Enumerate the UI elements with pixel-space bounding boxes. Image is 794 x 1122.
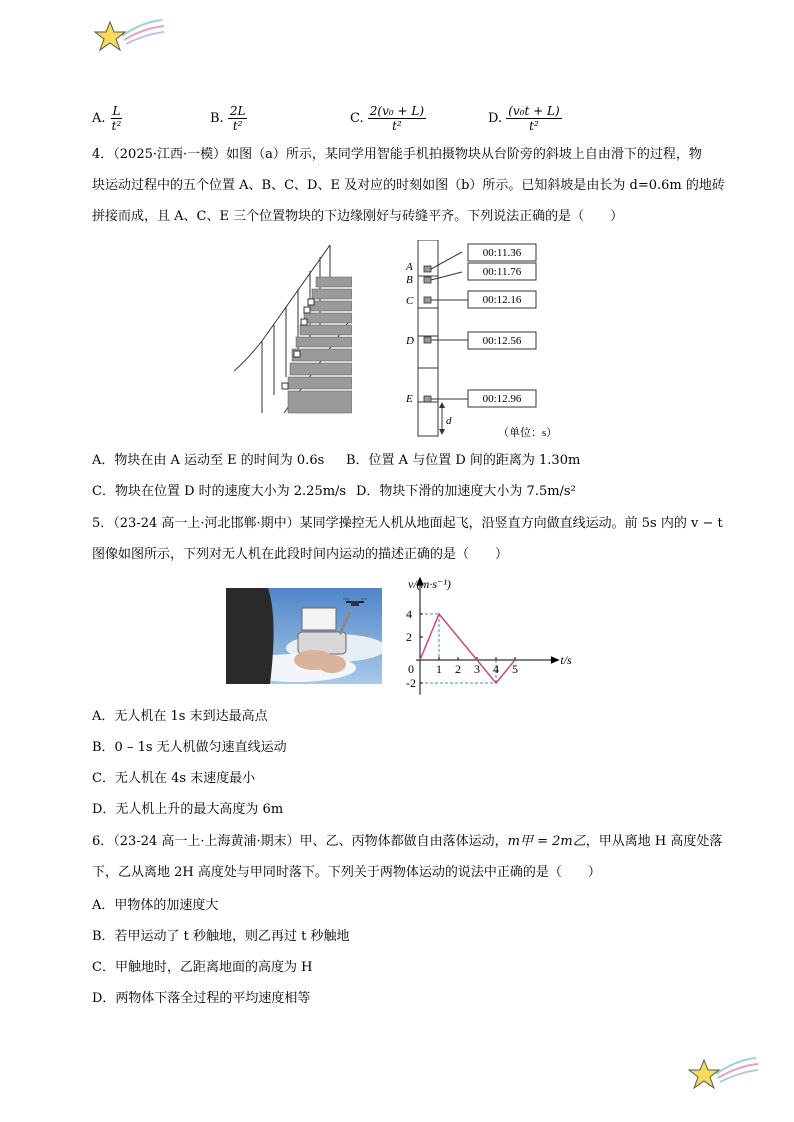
time-label-d: 00:12.56 (482, 335, 522, 347)
vt-x-tick-label: 5 (512, 662, 518, 676)
q5-option-c[interactable]: C．无人机在 4s 末速度最小 (92, 771, 256, 786)
vt-x-tick-label: 2 (455, 662, 461, 676)
vt-x-tick-label: 3 (474, 662, 480, 676)
vt-axes (416, 578, 558, 695)
position-label-c: C (406, 295, 414, 307)
position-label-a: A (406, 261, 413, 273)
q3-option-b[interactable]: B. $\frac{2L}{\text{t²}}$ (210, 104, 246, 133)
q4-stem-line1: 4．（2025·江西·一模）如图（a）所示，某同学用智能手机拍摄物块从台阶旁的斜坡上自由滑下的过程，物 (92, 147, 702, 162)
q4-option-a[interactable]: A．物块在由 A 运动至 E 的时间为 0.6s (92, 453, 325, 468)
time-label-c: 00:12.16 (482, 294, 522, 306)
q5-stem-line2: 图像如图所示，下列对无人机在此段时间内运动的描述正确的是（ ） (92, 547, 509, 562)
unit-label: （单位：s） (498, 427, 558, 439)
q6-option-a[interactable]: A．甲物体的加速度大 (92, 898, 219, 913)
q4-stem-line2: 块运动过程中的五个位置 A、B、C、D、E 及对应的时刻如图（b）所示。已知斜坡是由长为 d=0.6m 的地砖 (92, 178, 725, 193)
position-label-e: E (406, 393, 413, 405)
q6-option-b[interactable]: B．若甲运动了 t 秒触地，则乙再过 t 秒触地 (92, 929, 350, 944)
q3-option-c[interactable]: C. $\frac{\text{2(v₀ + L)}}{\text{t²}}$ (350, 104, 425, 133)
q6-option-c[interactable]: C．甲触地时，乙距离地面的高度为 H (92, 960, 313, 975)
mass-relation: m甲 = 2m乙 (507, 834, 586, 849)
q4-option-d[interactable]: D．物块下滑的加速度大小为 7.5m/s² (356, 484, 576, 499)
q4-option-c[interactable]: C．物块在位置 D 时的速度大小为 2.25m/s (92, 484, 347, 499)
position-label-b: B (406, 274, 413, 286)
star-decoration-top-icon (92, 14, 166, 58)
q3-option-d[interactable]: D. $\frac{\text{(v₀t + L)}}{\text{t²}}$ (488, 104, 560, 133)
q5-option-d[interactable]: D．无人机上升的最大高度为 6m (92, 802, 284, 817)
q3-option-a[interactable]: A. $\frac{L}{\text{t²}}$ (92, 104, 122, 133)
position-label-d: D (406, 335, 414, 347)
q6-stem-line2: 下，乙从离地 2H 高度处与甲同时落下。下列关于两物体运动的说法中正确的是（ ） (92, 865, 601, 880)
vt-x-axis-label: t/s (560, 653, 572, 667)
drone-photo (226, 588, 382, 684)
q4-option-b[interactable]: B．位置 A 与位置 D 间的距离为 1.30m (346, 453, 581, 468)
star-decoration-bottom-icon (686, 1052, 760, 1096)
vt-y-tick-label: 4 (406, 607, 412, 621)
vt-y-tick-label: 2 (406, 630, 412, 644)
vt-y-axis-label: v/(m·s⁻¹) (408, 577, 451, 591)
vt-x-tick-label: 0 (408, 662, 414, 676)
staircase-figure-a (232, 243, 352, 415)
d-label: d (446, 415, 452, 427)
vt-series-line (420, 614, 515, 683)
vt-x-tick-label: 4 (493, 662, 499, 676)
q5-option-a[interactable]: A．无人机在 1s 末到达最高点 (92, 709, 268, 724)
vt-x-arrow (551, 657, 558, 663)
time-label-b: 00:11.76 (482, 266, 522, 278)
vt-x-tick-label: 1 (436, 662, 442, 676)
q6-stem-line1: 6．（23-24 高一上·上海黄浦·期末）甲、乙、丙物体都做自由落体运动，m甲 = 2m乙，甲从离地 H 高度处落 (92, 834, 723, 849)
time-label-e: 00:12.96 (482, 393, 522, 405)
q4-stem-line3: 拼接而成，且 A、C、E 三个位置物块的下边缘刚好与砖缝平齐。下列说法正确的是（ ） (92, 209, 624, 224)
q5-option-b[interactable]: B．0 – 1s 无人机做匀速直线运动 (92, 740, 287, 755)
time-label-a: 00:11.36 (482, 247, 522, 259)
timestamp-figure-b (398, 240, 598, 440)
vt-y-tick-label: -2 (406, 676, 416, 690)
vt-chart (398, 574, 578, 696)
q5-stem-line1: 5．（23-24 高一上·河北邯郸·期中）某同学操控无人机从地面起飞，沿竖直方向做直线运动。前 5s 内的 v − t (92, 516, 723, 531)
q6-option-d[interactable]: D．两物体下落全过程的平均速度相等 (92, 991, 311, 1006)
